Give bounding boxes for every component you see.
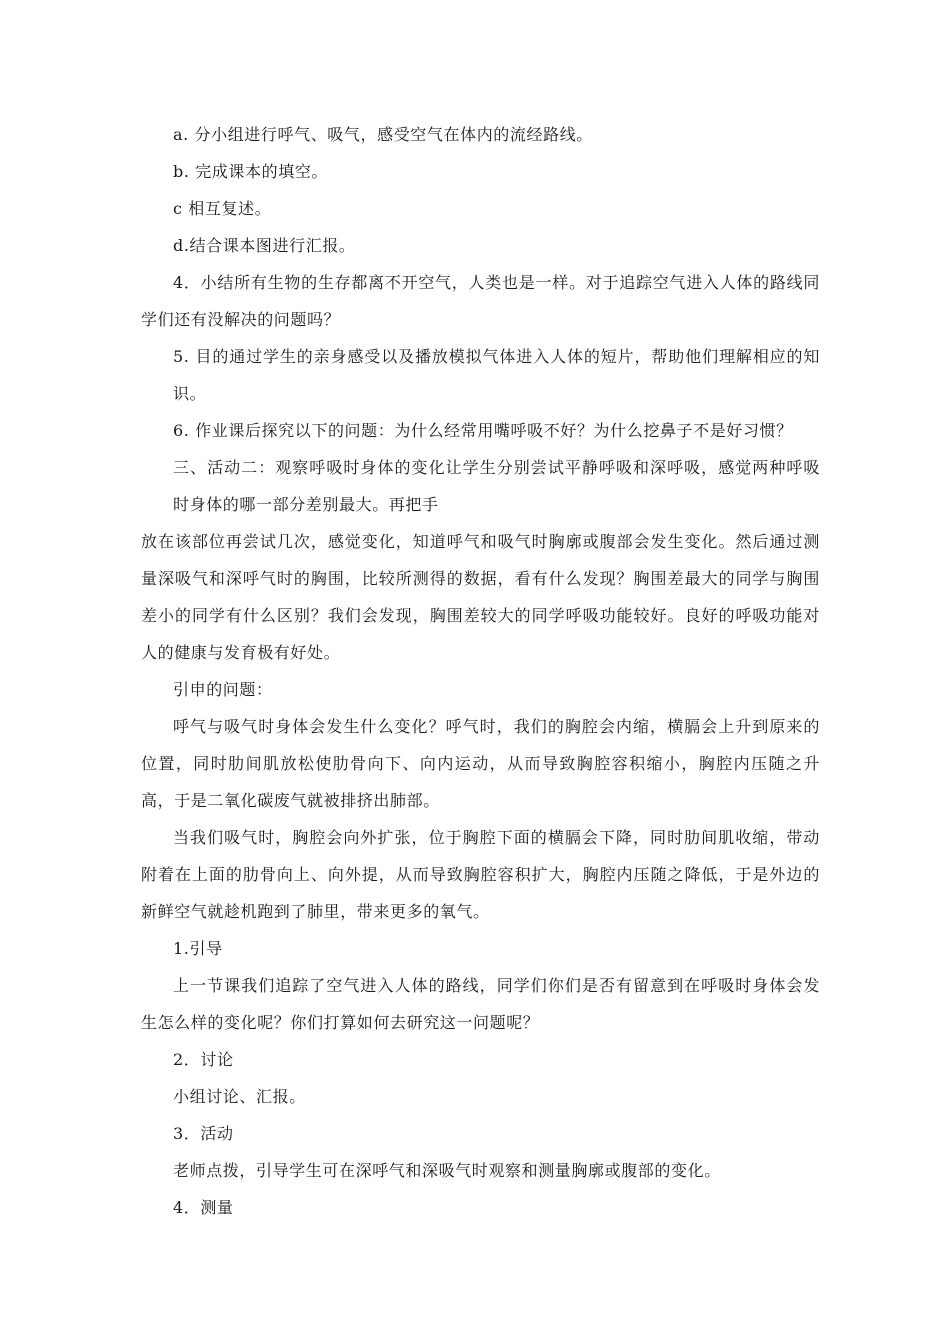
paragraph-3-activity-heading: 3．活动: [173, 1124, 234, 1143]
paragraph-b-fill-blanks: b. 完成课本的填空。: [173, 162, 329, 181]
paragraph-2-discussion-heading: 2．讨论: [173, 1050, 234, 1069]
paragraph-4-summary: 4．小结所有生物的生存都离不开空气，人类也是一样。对于追踪空气进入人体的路线同学们还有没解决的问题吗？: [141, 273, 820, 329]
paragraph-activity-two-body: 放在该部位再尝试几次，感觉变化，知道呼气和吸气时胸廓或腹部会发生变化。然后通过测量深吸气和深呼气时的胸围，比较所测得的数据，看有什么发现？胸围差最大的同学与胸围差小的同学有什么区别？我们会发现，胸围差较大的同学呼吸功能较好。良好的呼吸功能对人的健康与发育极有好处。: [141, 532, 820, 662]
paragraph-5-purpose: 5. 目的通过学生的亲身感受以及播放模拟气体进入人体的短片，帮助他们理解相应的知识。: [173, 347, 820, 403]
paragraph-activity-two-heading: 三、活动二：观察呼吸时身体的变化让学生分别尝试平静呼吸和深呼吸，感觉两种呼吸时身体的哪一部分差别最大。再把手: [173, 458, 820, 514]
paragraph-activity-body: 老师点拨，引导学生可在深呼气和深吸气时观察和测量胸廓或腹部的变化。: [173, 1161, 721, 1180]
paragraph-discussion-body: 小组讨论、汇报。: [173, 1087, 306, 1106]
paragraph-exhale-explanation: 呼气与吸气时身体会发生什么变化？呼气时，我们的胸腔会内缩，横膈会上升到原来的位置，同时肋间肌放松使肋骨向下、向内运动，从而导致胸腔容积缩小，胸腔内压随之升高，于是二氧化碳废气就被排挤出肺部。: [141, 717, 820, 810]
paragraph-d-report: d.结合课本图进行汇报。: [173, 236, 356, 255]
paragraph-guide-body: 上一节课我们追踪了空气进入人体的路线，同学们你们是否有留意到在呼吸时身体会发生怎么样的变化呢？你们打算如何去研究这一问题呢？: [141, 976, 820, 1032]
paragraph-inhale-explanation: 当我们吸气时，胸腔会向外扩张，位于胸腔下面的横膈会下降，同时肋间肌收缩，带动附着在上面的肋骨向上、向外提，从而导致胸腔容积扩大，胸腔内压随之降低，于是外边的新鲜空气就趁机跑到了肺里，带来更多的氧气。: [141, 828, 820, 921]
paragraph-a-group-breathing: a. 分小组进行呼气、吸气，感受空气在体内的流经路线。: [173, 125, 593, 144]
paragraph-1-guide-heading: 1.引导: [173, 939, 223, 958]
paragraph-4-measure-heading: 4．测量: [173, 1198, 234, 1217]
paragraph-extended-question-label: 引申的问题：: [173, 680, 273, 699]
paragraph-c-retell: c 相互复述。: [173, 199, 272, 218]
paragraph-6-homework: 6. 作业课后探究以下的问题：为什么经常用嘴呼吸不好？为什么挖鼻子不是好习惯？: [173, 421, 793, 440]
